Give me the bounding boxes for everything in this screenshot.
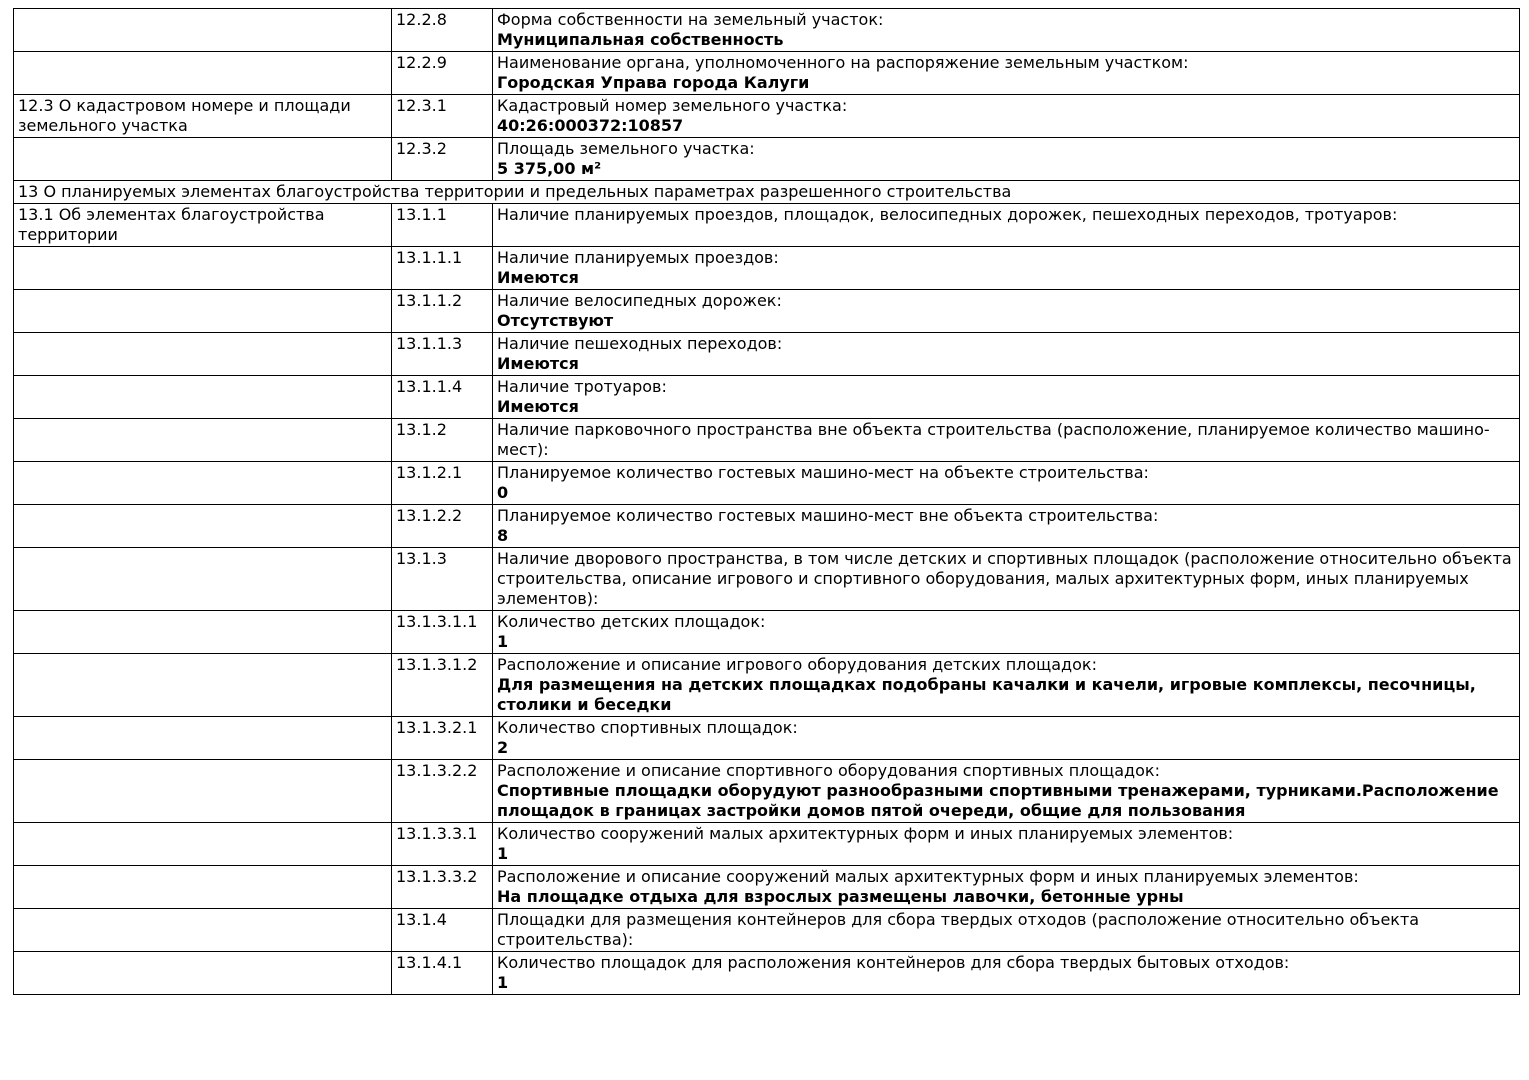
section-cell	[14, 138, 392, 181]
item-number-cell: 13.1.2.1	[392, 462, 493, 505]
item-number-cell: 13.1.1.2	[392, 290, 493, 333]
item-number-cell: 13.1.3.1.1	[392, 611, 493, 654]
table-row	[14, 138, 1520, 181]
content-cell	[493, 717, 1520, 760]
table-row	[14, 462, 1520, 505]
table-row	[14, 823, 1520, 866]
declaration-table-body	[14, 9, 1520, 995]
table-row	[14, 548, 1520, 611]
table-row	[14, 247, 1520, 290]
item-number-cell: 13.1.1.4	[392, 376, 493, 419]
content-cell	[493, 138, 1520, 181]
field-value: Имеются	[497, 354, 579, 373]
section-cell: 12.3 О кадастровом номере и площади земельного участка	[14, 95, 392, 138]
field-label: Расположение и описание сооружений малых архитектурных форм и иных планируемых элементов:	[497, 867, 1359, 886]
field-label: Кадастровый номер земельного участка:	[497, 96, 848, 115]
field-label: Площадки для размещения контейнеров для сбора твердых отходов (расположение относительно объекта строительства):	[497, 910, 1420, 949]
table-row	[14, 95, 1520, 138]
content-cell	[493, 760, 1520, 823]
content-cell	[493, 654, 1520, 717]
field-value: 0	[497, 483, 509, 502]
section-cell	[14, 717, 392, 760]
table-row	[14, 909, 1520, 952]
table-row	[14, 611, 1520, 654]
field-value: На площадке отдыха для взрослых размещены лавочки, бетонные урны	[497, 887, 1184, 906]
section-cell	[14, 952, 392, 995]
content-cell	[493, 548, 1520, 611]
field-value: Отсутствуют	[497, 311, 614, 330]
content-cell	[493, 9, 1520, 52]
section-cell	[14, 247, 392, 290]
item-number-cell: 13.1.1.3	[392, 333, 493, 376]
table-row	[14, 654, 1520, 717]
content-cell	[493, 333, 1520, 376]
field-value: 1	[497, 844, 509, 863]
item-number-cell: 13.1.3.3.1	[392, 823, 493, 866]
section-header-row	[14, 181, 1520, 204]
field-label: Наличие парковочного пространства вне объекта строительства (расположение, планируемое количество машино-мест):	[497, 420, 1490, 459]
field-value: Имеются	[497, 268, 579, 287]
field-value: Спортивные площадки оборудуют разнообразными спортивными тренажерами, турниками.Расположение площадок в границах застройки домов пятой очереди, общие для пользования	[497, 781, 1499, 820]
field-label: Количество площадок для расположения контейнеров для сбора твердых бытовых отходов:	[497, 953, 1290, 972]
item-number-cell: 13.1.4	[392, 909, 493, 952]
section-cell	[14, 823, 392, 866]
item-number-cell: 12.3.1	[392, 95, 493, 138]
item-number-cell: 12.2.8	[392, 9, 493, 52]
field-label: Наличие тротуаров:	[497, 377, 667, 396]
table-row	[14, 376, 1520, 419]
field-value: 8	[497, 526, 509, 545]
table-row	[14, 760, 1520, 823]
item-number-cell: 13.1.3.3.2	[392, 866, 493, 909]
field-label: Наличие велосипедных дорожек:	[497, 291, 782, 310]
section-cell	[14, 333, 392, 376]
content-cell	[493, 247, 1520, 290]
item-number-cell: 13.1.3	[392, 548, 493, 611]
field-value: Для размещения на детских площадках подобраны качалки и качели, игровые комплексы, песочницы, столики и беседки	[497, 675, 1476, 714]
field-label: Расположение и описание спортивного оборудования спортивных площадок:	[497, 761, 1160, 780]
field-label: Планируемое количество гостевых машино-мест на объекте строительства:	[497, 463, 1149, 482]
table-row	[14, 952, 1520, 995]
content-cell	[493, 419, 1520, 462]
item-number-cell: 13.1.4.1	[392, 952, 493, 995]
table-row	[14, 9, 1520, 52]
field-label: Наличие планируемых проездов, площадок, велосипедных дорожек, пешеходных переходов, тротуаров:	[497, 205, 1398, 224]
field-value: 1	[497, 973, 509, 992]
field-label: Планируемое количество гостевых машино-мест вне объекта строительства:	[497, 506, 1159, 525]
table-row	[14, 290, 1520, 333]
content-cell	[493, 52, 1520, 95]
table-row	[14, 717, 1520, 760]
item-number-cell: 12.2.9	[392, 52, 493, 95]
field-value: Муниципальная собственность	[497, 30, 784, 49]
section-cell	[14, 866, 392, 909]
content-cell	[493, 462, 1520, 505]
table-row	[14, 866, 1520, 909]
section-cell	[14, 52, 392, 95]
field-value: 40:26:000372:10857	[497, 116, 684, 135]
item-number-cell: 13.1.1	[392, 204, 493, 247]
section-cell	[14, 376, 392, 419]
section-header-cell: 13 О планируемых элементах благоустройства территории и предельных параметрах разрешенного строительства	[14, 181, 1520, 204]
field-value: 2	[497, 738, 509, 757]
project-declaration-table	[13, 8, 1520, 995]
content-cell	[493, 376, 1520, 419]
item-number-cell: 13.1.3.1.2	[392, 654, 493, 717]
field-label: Форма собственности на земельный участок:	[497, 10, 884, 29]
item-number-cell: 13.1.3.2.1	[392, 717, 493, 760]
item-number-cell: 13.1.1.1	[392, 247, 493, 290]
section-cell	[14, 760, 392, 823]
content-cell	[493, 95, 1520, 138]
content-cell	[493, 952, 1520, 995]
section-cell: 13.1 Об элементах благоустройства территории	[14, 204, 392, 247]
section-cell	[14, 462, 392, 505]
section-cell	[14, 9, 392, 52]
section-cell	[14, 505, 392, 548]
content-cell	[493, 611, 1520, 654]
item-number-cell: 13.1.2	[392, 419, 493, 462]
item-number-cell: 12.3.2	[392, 138, 493, 181]
table-row	[14, 419, 1520, 462]
field-label: Количество сооружений малых архитектурных форм и иных планируемых элементов:	[497, 824, 1234, 843]
table-row	[14, 333, 1520, 376]
field-value: 1	[497, 632, 509, 651]
field-value: Имеются	[497, 397, 579, 416]
field-label: Количество спортивных площадок:	[497, 718, 798, 737]
field-label: Расположение и описание игрового оборудования детских площадок:	[497, 655, 1097, 674]
section-cell	[14, 290, 392, 333]
content-cell	[493, 204, 1520, 247]
item-number-cell: 13.1.2.2	[392, 505, 493, 548]
item-number-cell: 13.1.3.2.2	[392, 760, 493, 823]
content-cell	[493, 290, 1520, 333]
section-cell	[14, 909, 392, 952]
table-row	[14, 52, 1520, 95]
section-cell	[14, 654, 392, 717]
section-cell	[14, 548, 392, 611]
field-label: Наличие планируемых проездов:	[497, 248, 779, 267]
content-cell	[493, 505, 1520, 548]
field-value: 5 375,00 м²	[497, 159, 602, 178]
content-cell	[493, 866, 1520, 909]
section-cell	[14, 419, 392, 462]
field-label: Наличие дворового пространства, в том числе детских и спортивных площадок (расположение относительно объекта строительства, описание игрового и спортивного оборудования, малых архитектурных форм, иных планируемых элементов):	[497, 549, 1512, 608]
content-cell	[493, 909, 1520, 952]
content-cell	[493, 823, 1520, 866]
field-label: Наименование органа, уполномоченного на распоряжение земельным участком:	[497, 53, 1189, 72]
field-label: Площадь земельного участка:	[497, 139, 755, 158]
section-cell	[14, 611, 392, 654]
field-label: Наличие пешеходных переходов:	[497, 334, 783, 353]
field-value: Городская Управа города Калуги	[497, 73, 810, 92]
table-row	[14, 505, 1520, 548]
table-row	[14, 204, 1520, 247]
field-label: Количество детских площадок:	[497, 612, 766, 631]
